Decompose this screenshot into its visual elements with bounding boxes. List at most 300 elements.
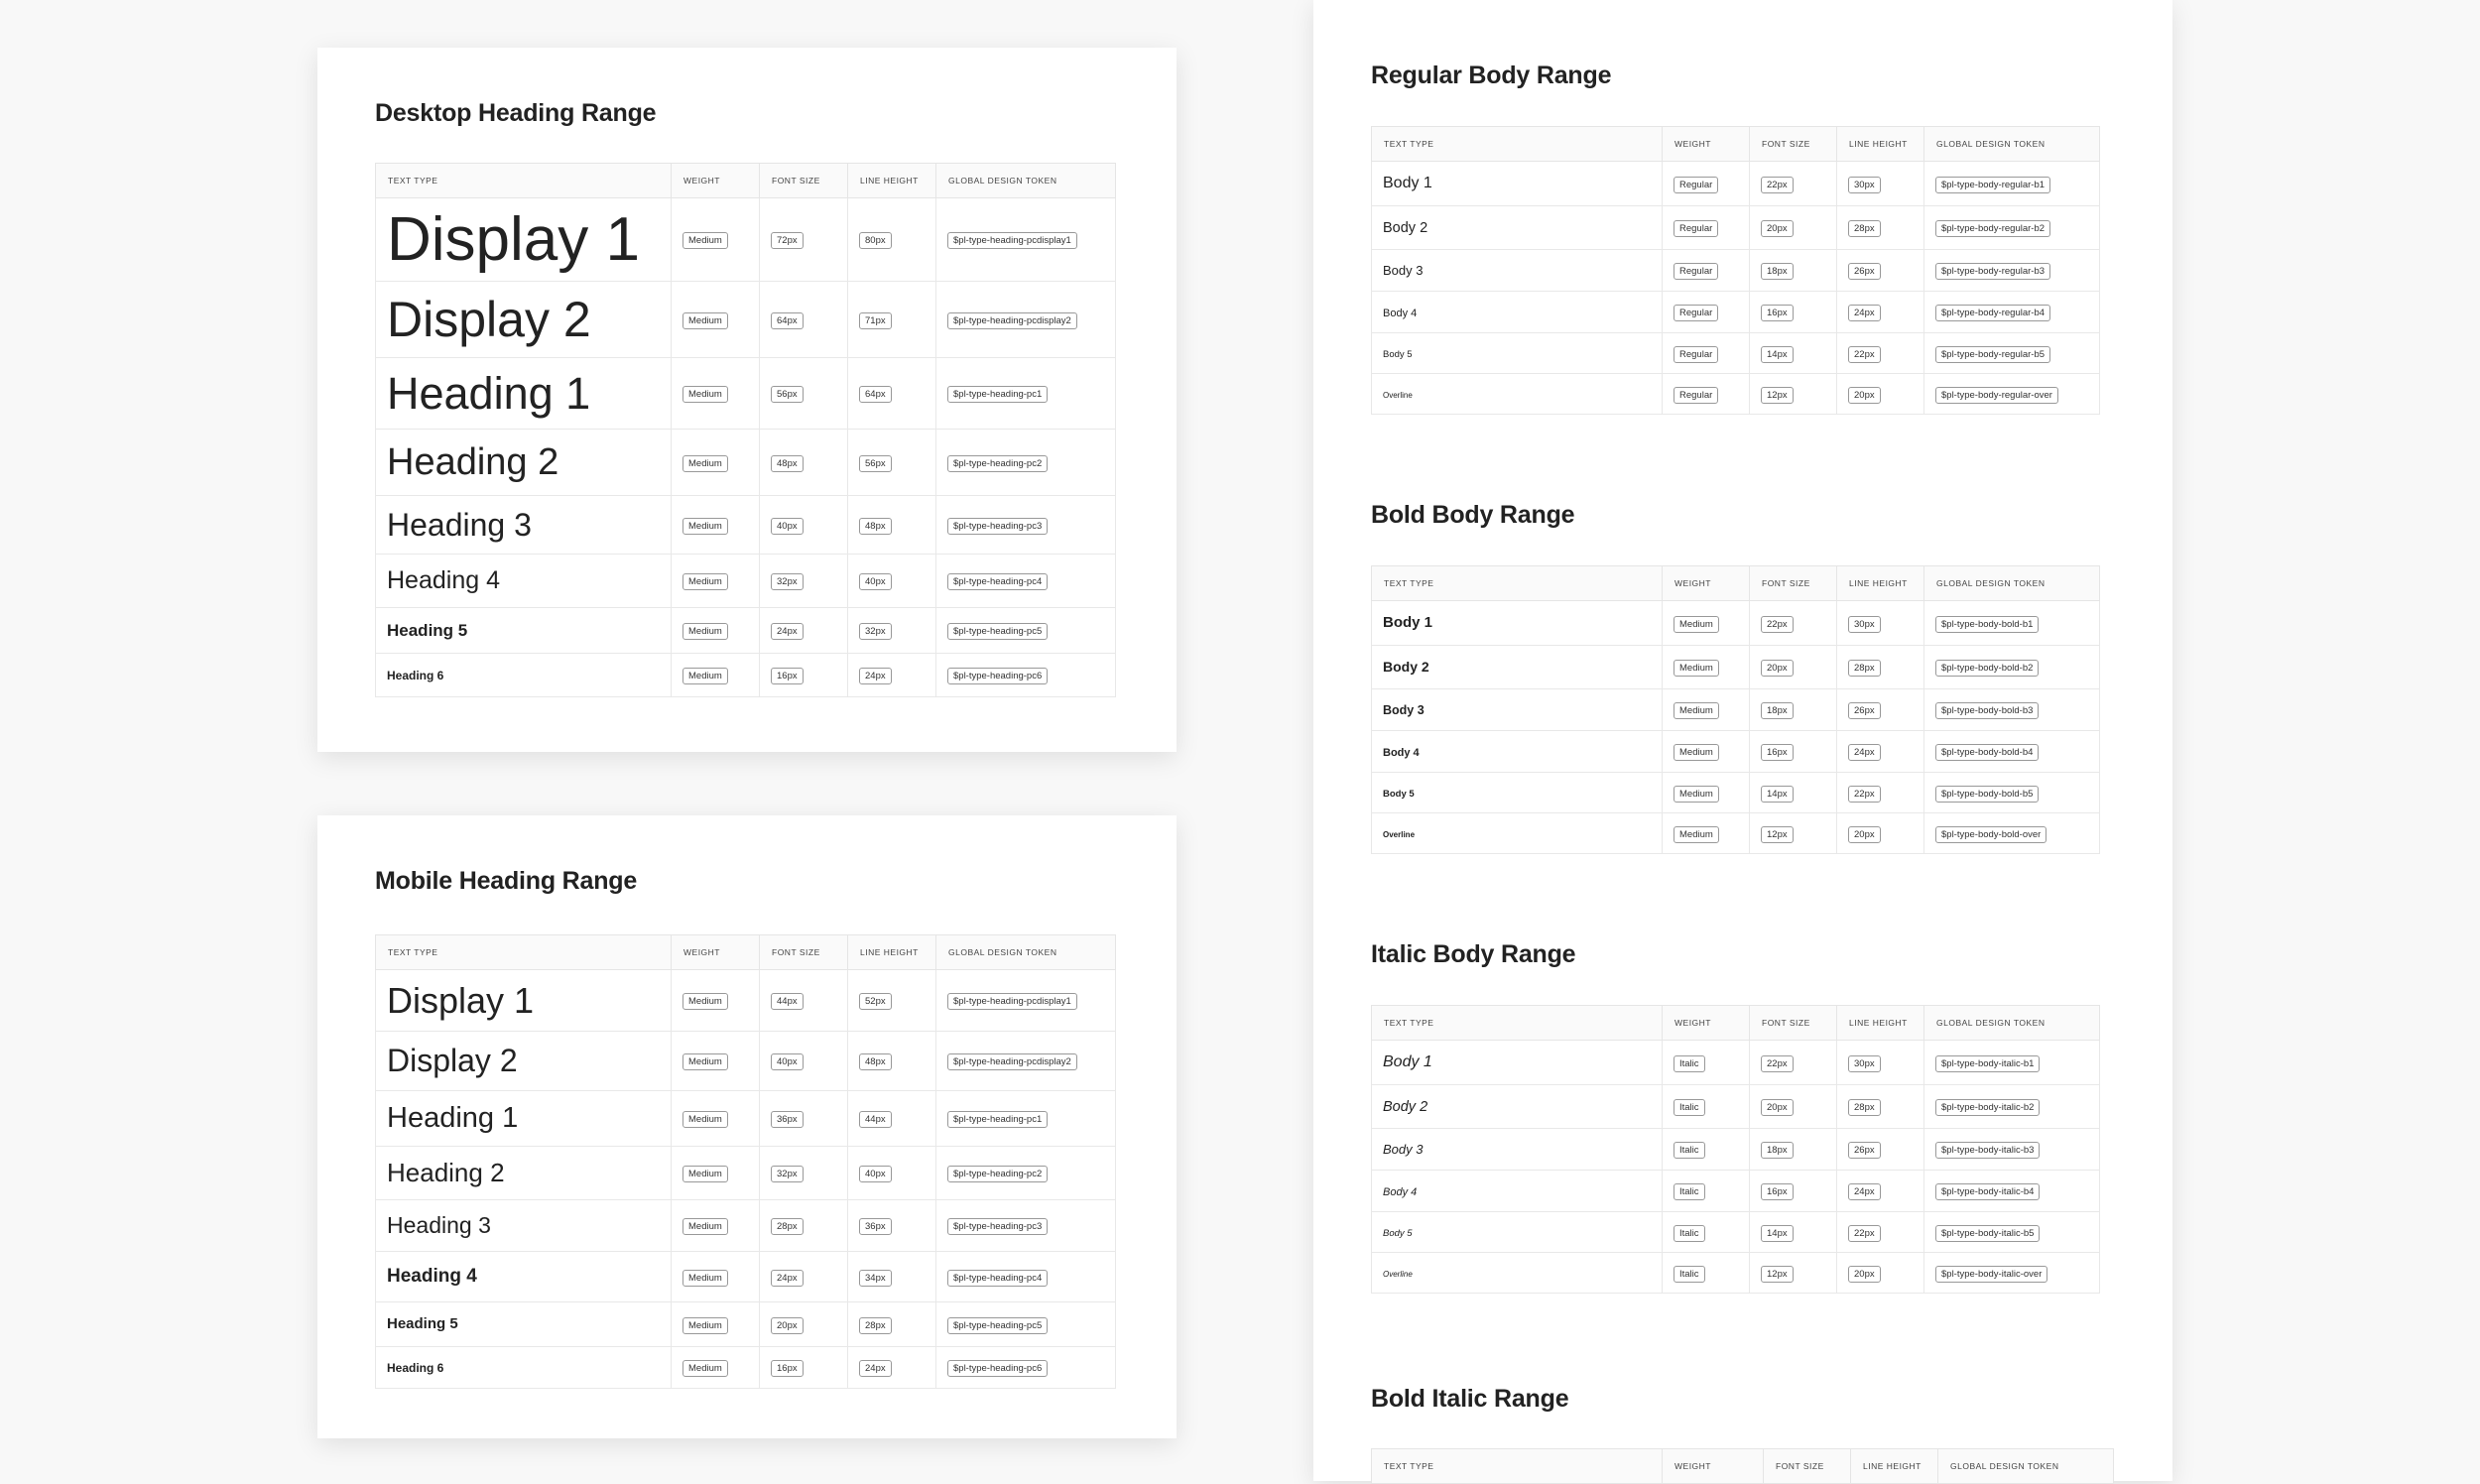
text-type-cell <box>1372 1212 1663 1253</box>
font-size-cell <box>760 1032 848 1091</box>
design-token-tag: $pl-type-body-bold-b3 <box>1935 702 2039 719</box>
text-type-sample: Body 5 <box>1383 349 1413 360</box>
line-height-tag: 24px <box>1848 305 1881 321</box>
design-token-tag: $pl-type-body-italic-b1 <box>1935 1055 2040 1072</box>
text-type-sample: Heading 2 <box>387 1158 505 1187</box>
weight-tag: Regular <box>1674 177 1718 193</box>
bold-body-table <box>1371 565 2100 854</box>
table-row <box>376 1147 1116 1200</box>
weight-cell <box>672 1147 760 1200</box>
text-type-cell <box>376 496 672 555</box>
header-weight: WEIGHT <box>1663 1449 1764 1484</box>
table-row <box>376 970 1116 1032</box>
font-size-cell <box>1750 250 1837 292</box>
design-token-tag: $pl-type-heading-pc5 <box>947 1317 1048 1334</box>
text-type-cell <box>1372 1253 1663 1294</box>
font-size-tag: 18px <box>1761 263 1794 280</box>
font-size-cell <box>760 358 848 430</box>
text-type-cell <box>1372 1085 1663 1129</box>
font-size-tag: 20px <box>771 1317 804 1334</box>
font-size-tag: 16px <box>771 668 804 684</box>
weight-tag: Regular <box>1674 263 1718 280</box>
line-height-cell <box>1837 250 1924 292</box>
font-size-tag: 44px <box>771 993 804 1010</box>
text-type-cell <box>376 1091 672 1147</box>
weight-cell <box>1663 1253 1750 1294</box>
font-size-tag: 56px <box>771 386 804 403</box>
text-type-sample: Body 2 <box>1383 658 1429 675</box>
font-size-cell <box>1750 162 1837 206</box>
design-token-cell <box>936 496 1116 555</box>
weight-tag: Medium <box>682 1317 728 1334</box>
weight-tag: Medium <box>682 623 728 640</box>
design-token-tag: $pl-type-heading-pcdisplay2 <box>947 312 1077 329</box>
line-height-tag: 40px <box>859 573 892 590</box>
line-height-tag: 28px <box>859 1317 892 1334</box>
header-design-token: GLOBAL DESIGN TOKEN <box>936 164 1116 198</box>
header-weight: WEIGHT <box>672 164 760 198</box>
line-height-tag: 24px <box>1848 1183 1881 1200</box>
design-token-cell <box>1924 1171 2100 1212</box>
design-token-cell <box>1924 1129 2100 1171</box>
design-token-cell <box>1924 162 2100 206</box>
table-row <box>1372 689 2100 731</box>
header-line-height: LINE HEIGHT <box>848 164 936 198</box>
font-size-tag: 22px <box>1761 616 1794 633</box>
design-token-tag: $pl-type-body-italic-b3 <box>1935 1142 2040 1159</box>
design-token-cell <box>1924 1085 2100 1129</box>
weight-cell <box>1663 813 1750 854</box>
table-row <box>376 608 1116 654</box>
weight-tag: Medium <box>682 993 728 1010</box>
design-token-cell <box>936 970 1116 1032</box>
table-row <box>376 1302 1116 1347</box>
design-token-tag: $pl-type-heading-pc2 <box>947 455 1048 472</box>
font-size-tag: 16px <box>1761 305 1794 321</box>
design-token-tag: $pl-type-body-regular-b4 <box>1935 305 2050 321</box>
header-font-size: FONT SIZE <box>1750 127 1837 162</box>
font-size-cell <box>1750 374 1837 415</box>
weight-tag: Italic <box>1674 1142 1705 1159</box>
weight-cell <box>672 970 760 1032</box>
font-size-cell <box>1750 206 1837 250</box>
table-row <box>1372 1253 2100 1294</box>
text-type-sample: Body 5 <box>1383 789 1415 800</box>
text-type-cell <box>1372 250 1663 292</box>
line-height-tag: 24px <box>1848 744 1881 761</box>
font-size-cell <box>760 198 848 282</box>
design-token-cell <box>1924 1253 2100 1294</box>
design-token-cell <box>936 1091 1116 1147</box>
line-height-cell <box>1837 773 1924 813</box>
bold-italic-title: Bold Italic Range <box>1371 1385 1569 1413</box>
italic-body-title: Italic Body Range <box>1371 940 1576 968</box>
design-token-tag: $pl-type-body-bold-b2 <box>1935 660 2039 677</box>
design-token-cell <box>1924 333 2100 374</box>
weight-cell <box>672 1252 760 1302</box>
line-height-cell <box>848 1252 936 1302</box>
text-type-sample: Heading 5 <box>387 1315 458 1332</box>
header-line-height: LINE HEIGHT <box>1837 127 1924 162</box>
text-type-cell <box>376 654 672 697</box>
weight-cell <box>1663 292 1750 333</box>
text-type-cell <box>376 1032 672 1091</box>
line-height-tag: 52px <box>859 993 892 1010</box>
text-type-cell <box>1372 333 1663 374</box>
weight-cell <box>672 608 760 654</box>
text-type-sample: Body 2 <box>1383 219 1428 236</box>
line-height-tag: 26px <box>1848 263 1881 280</box>
table-row <box>1372 813 2100 854</box>
line-height-cell <box>1837 689 1924 731</box>
font-size-tag: 48px <box>771 455 804 472</box>
font-size-cell <box>1750 1041 1837 1085</box>
line-height-tag: 30px <box>1848 177 1881 193</box>
line-height-tag: 32px <box>859 623 892 640</box>
line-height-tag: 30px <box>1848 1055 1881 1072</box>
design-token-cell <box>936 1302 1116 1347</box>
table-header-row <box>1372 1449 2114 1484</box>
line-height-cell <box>1837 206 1924 250</box>
weight-cell <box>1663 773 1750 813</box>
font-size-cell <box>1750 646 1837 689</box>
font-size-tag: 24px <box>771 623 804 640</box>
design-token-tag: $pl-type-heading-pc3 <box>947 518 1048 535</box>
weight-cell <box>672 1200 760 1252</box>
font-size-tag: 14px <box>1761 346 1794 363</box>
weight-cell <box>672 430 760 496</box>
text-type-sample: Body 3 <box>1383 702 1425 717</box>
text-type-sample: Heading 3 <box>387 1212 491 1238</box>
weight-tag: Medium <box>682 1218 728 1235</box>
font-size-tag: 20px <box>1761 220 1794 237</box>
font-size-tag: 18px <box>1761 1142 1794 1159</box>
design-token-tag: $pl-type-body-regular-b2 <box>1935 220 2050 237</box>
desktop-heading-table <box>375 163 1116 697</box>
design-token-cell <box>1924 1212 2100 1253</box>
design-token-tag: $pl-type-heading-pc1 <box>947 386 1048 403</box>
design-token-tag: $pl-type-body-italic-over <box>1935 1266 2047 1283</box>
line-height-cell <box>1837 1041 1924 1085</box>
table-row <box>376 654 1116 697</box>
line-height-tag: 22px <box>1848 1225 1881 1242</box>
font-size-cell <box>1750 773 1837 813</box>
text-type-cell <box>1372 689 1663 731</box>
font-size-tag: 72px <box>771 232 804 249</box>
design-token-tag: $pl-type-body-bold-over <box>1935 826 2046 843</box>
line-height-tag: 24px <box>859 1360 892 1377</box>
weight-tag: Regular <box>1674 346 1718 363</box>
line-height-cell <box>848 430 936 496</box>
weight-cell <box>672 654 760 697</box>
line-height-tag: 56px <box>859 455 892 472</box>
weight-cell <box>1663 250 1750 292</box>
design-token-cell <box>936 358 1116 430</box>
text-type-sample: Display 2 <box>387 292 591 347</box>
line-height-tag: 20px <box>1848 1266 1881 1283</box>
font-size-cell <box>1750 1085 1837 1129</box>
header-design-token: GLOBAL DESIGN TOKEN <box>1924 1006 2100 1041</box>
text-type-sample: Heading 2 <box>387 440 559 483</box>
design-token-cell <box>1924 601 2100 646</box>
text-type-cell <box>1372 813 1663 854</box>
design-token-cell <box>1924 292 2100 333</box>
font-size-cell <box>760 555 848 608</box>
font-size-tag: 12px <box>1761 1266 1794 1283</box>
design-token-cell <box>936 198 1116 282</box>
text-type-cell <box>1372 162 1663 206</box>
header-weight: WEIGHT <box>1663 127 1750 162</box>
font-size-cell <box>760 1147 848 1200</box>
weight-cell <box>672 1032 760 1091</box>
line-height-cell <box>1837 1085 1924 1129</box>
font-size-cell <box>760 1252 848 1302</box>
font-size-cell <box>760 1302 848 1347</box>
line-height-cell <box>1837 601 1924 646</box>
design-token-tag: $pl-type-heading-pc3 <box>947 1218 1048 1235</box>
regular-body-title: Regular Body Range <box>1371 62 1612 89</box>
text-type-cell <box>1372 646 1663 689</box>
weight-cell <box>1663 206 1750 250</box>
line-height-cell <box>848 970 936 1032</box>
text-type-cell <box>376 430 672 496</box>
header-line-height: LINE HEIGHT <box>1851 1449 1938 1484</box>
text-type-sample: Overline <box>1383 1270 1413 1279</box>
line-height-cell <box>1837 1129 1924 1171</box>
design-token-cell <box>936 1200 1116 1252</box>
line-height-cell <box>1837 333 1924 374</box>
weight-tag: Medium <box>682 232 728 249</box>
design-token-tag: $pl-type-body-bold-b1 <box>1935 616 2039 633</box>
text-type-cell <box>1372 1171 1663 1212</box>
font-size-cell <box>1750 292 1837 333</box>
line-height-cell <box>848 1302 936 1347</box>
line-height-cell <box>848 1091 936 1147</box>
design-token-cell <box>1924 374 2100 415</box>
font-size-tag: 16px <box>771 1360 804 1377</box>
table-row <box>376 1347 1116 1389</box>
line-height-cell <box>848 496 936 555</box>
font-size-cell <box>760 970 848 1032</box>
design-token-tag: $pl-type-body-italic-b4 <box>1935 1183 2040 1200</box>
font-size-tag: 24px <box>771 1270 804 1287</box>
line-height-tag: 28px <box>1848 660 1881 677</box>
text-type-cell <box>376 555 672 608</box>
text-type-sample: Body 1 <box>1383 1053 1432 1070</box>
weight-tag: Medium <box>1674 616 1719 633</box>
header-line-height: LINE HEIGHT <box>1837 566 1924 601</box>
design-token-cell <box>1924 1041 2100 1085</box>
line-height-cell <box>848 1147 936 1200</box>
weight-tag: Medium <box>682 1270 728 1287</box>
text-type-sample: Heading 1 <box>387 367 591 419</box>
design-token-cell <box>936 608 1116 654</box>
header-font-size: FONT SIZE <box>1750 566 1837 601</box>
design-token-tag: $pl-type-body-italic-b2 <box>1935 1099 2040 1116</box>
text-type-sample: Display 1 <box>387 979 535 1021</box>
table-row <box>1372 162 2100 206</box>
design-token-cell <box>936 1252 1116 1302</box>
table-row <box>1372 1085 2100 1129</box>
weight-cell <box>672 496 760 555</box>
line-height-tag: 30px <box>1848 616 1881 633</box>
font-size-tag: 40px <box>771 1053 804 1070</box>
table-header-row <box>1372 127 2100 162</box>
desktop-heading-title: Desktop Heading Range <box>375 99 657 127</box>
font-size-cell <box>1750 1212 1837 1253</box>
header-line-height: LINE HEIGHT <box>848 935 936 970</box>
font-size-tag: 12px <box>1761 826 1794 843</box>
desktop-heading-card <box>317 48 1177 752</box>
table-header-row <box>1372 1006 2100 1041</box>
header-text-type: TEXT TYPE <box>376 164 672 198</box>
weight-cell <box>1663 1129 1750 1171</box>
font-size-cell <box>1750 1129 1837 1171</box>
text-type-cell <box>1372 206 1663 250</box>
font-size-tag: 32px <box>771 1166 804 1182</box>
weight-cell <box>672 198 760 282</box>
table-row <box>376 1032 1116 1091</box>
table-row <box>376 555 1116 608</box>
font-size-cell <box>760 496 848 555</box>
table-header-row <box>376 935 1116 970</box>
line-height-cell <box>1837 1171 1924 1212</box>
font-size-cell <box>1750 689 1837 731</box>
text-type-sample: Heading 5 <box>387 620 468 640</box>
font-size-tag: 36px <box>771 1111 804 1128</box>
weight-tag: Medium <box>682 1166 728 1182</box>
design-token-cell <box>1924 773 2100 813</box>
design-token-tag: $pl-type-heading-pc6 <box>947 668 1048 684</box>
line-height-tag: 26px <box>1848 1142 1881 1159</box>
font-size-cell <box>1750 813 1837 854</box>
line-height-tag: 22px <box>1848 346 1881 363</box>
weight-tag: Regular <box>1674 305 1718 321</box>
font-size-tag: 64px <box>771 312 804 329</box>
line-height-tag: 44px <box>859 1111 892 1128</box>
line-height-cell <box>1837 646 1924 689</box>
text-type-sample: Heading 6 <box>387 668 444 682</box>
weight-cell <box>1663 1171 1750 1212</box>
font-size-cell <box>760 282 848 358</box>
weight-tag: Regular <box>1674 220 1718 237</box>
text-type-cell <box>1372 731 1663 773</box>
text-type-cell <box>376 970 672 1032</box>
table-header-row <box>376 164 1116 198</box>
text-type-cell <box>376 282 672 358</box>
text-type-sample: Body 5 <box>1383 1228 1413 1239</box>
line-height-cell <box>848 358 936 430</box>
text-type-cell <box>1372 1041 1663 1085</box>
font-size-cell <box>760 1200 848 1252</box>
text-type-sample: Body 1 <box>1383 614 1433 631</box>
weight-tag: Medium <box>682 1111 728 1128</box>
header-weight: WEIGHT <box>1663 566 1750 601</box>
table-row <box>376 198 1116 282</box>
font-size-cell <box>760 1091 848 1147</box>
design-token-tag: $pl-type-body-regular-b5 <box>1935 346 2050 363</box>
design-token-cell <box>936 1347 1116 1389</box>
weight-tag: Italic <box>1674 1266 1705 1283</box>
font-size-cell <box>1750 1253 1837 1294</box>
header-design-token: GLOBAL DESIGN TOKEN <box>1924 127 2100 162</box>
text-type-cell <box>376 198 672 282</box>
weight-tag: Medium <box>1674 744 1719 761</box>
weight-tag: Medium <box>682 573 728 590</box>
text-type-sample: Overline <box>1383 830 1416 839</box>
text-type-sample: Display 2 <box>387 1043 518 1078</box>
weight-tag: Medium <box>1674 660 1719 677</box>
table-row <box>1372 773 2100 813</box>
line-height-tag: 28px <box>1848 1099 1881 1116</box>
weight-cell <box>1663 1212 1750 1253</box>
design-token-cell <box>1924 731 2100 773</box>
text-type-cell <box>376 608 672 654</box>
weight-tag: Medium <box>682 1053 728 1070</box>
line-height-tag: 20px <box>1848 826 1881 843</box>
font-size-tag: 16px <box>1761 744 1794 761</box>
table-row <box>1372 206 2100 250</box>
line-height-cell <box>1837 1212 1924 1253</box>
weight-tag: Italic <box>1674 1055 1705 1072</box>
design-token-cell <box>1924 813 2100 854</box>
line-height-cell <box>1837 162 1924 206</box>
font-size-tag: 18px <box>1761 702 1794 719</box>
design-token-tag: $pl-type-heading-pcdisplay1 <box>947 232 1077 249</box>
line-height-cell <box>1837 1253 1924 1294</box>
font-size-cell <box>1750 731 1837 773</box>
table-row <box>376 358 1116 430</box>
line-height-tag: 71px <box>859 312 892 329</box>
text-type-sample: Heading 4 <box>387 566 500 594</box>
line-height-tag: 26px <box>1848 702 1881 719</box>
weight-cell <box>1663 601 1750 646</box>
header-design-token: GLOBAL DESIGN TOKEN <box>1938 1449 2114 1484</box>
weight-cell <box>1663 646 1750 689</box>
design-token-cell <box>936 1147 1116 1200</box>
font-size-tag: 14px <box>1761 786 1794 803</box>
design-token-tag: $pl-type-body-bold-b4 <box>1935 744 2039 761</box>
weight-tag: Medium <box>682 668 728 684</box>
table-row <box>1372 1129 2100 1171</box>
text-type-sample: Overline <box>1383 391 1413 400</box>
design-token-cell <box>936 282 1116 358</box>
text-type-cell <box>376 1200 672 1252</box>
header-design-token: GLOBAL DESIGN TOKEN <box>936 935 1116 970</box>
header-weight: WEIGHT <box>672 935 760 970</box>
design-token-tag: $pl-type-body-regular-over <box>1935 387 2058 404</box>
line-height-cell <box>848 198 936 282</box>
weight-cell <box>672 1091 760 1147</box>
table-row <box>1372 601 2100 646</box>
font-size-cell <box>760 1347 848 1389</box>
text-type-sample: Body 4 <box>1383 1185 1418 1198</box>
weight-cell <box>672 358 760 430</box>
font-size-tag: 20px <box>1761 1099 1794 1116</box>
font-size-cell <box>1750 601 1837 646</box>
design-token-tag: $pl-type-body-bold-b5 <box>1935 786 2039 803</box>
line-height-tag: 48px <box>859 1053 892 1070</box>
line-height-cell <box>848 654 936 697</box>
line-height-cell <box>848 1347 936 1389</box>
weight-cell <box>1663 374 1750 415</box>
text-type-sample: Heading 1 <box>387 1102 519 1134</box>
design-token-cell <box>1924 250 2100 292</box>
weight-cell <box>672 282 760 358</box>
line-height-cell <box>1837 731 1924 773</box>
font-size-cell <box>1750 333 1837 374</box>
text-type-cell <box>376 1147 672 1200</box>
